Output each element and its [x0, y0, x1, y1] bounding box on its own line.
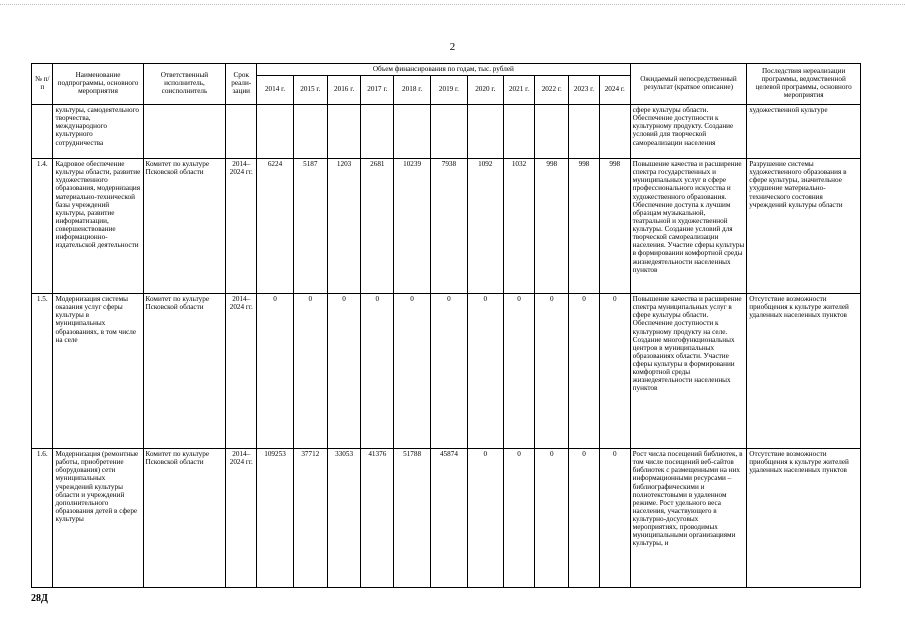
row-executor: Комитет по культуре Псковской области	[143, 294, 226, 449]
row-value-2017: 2681	[361, 159, 394, 294]
row-executor: Комитет по культуре Псковской области	[143, 159, 226, 294]
row-value-2022: 0	[535, 294, 569, 449]
row-result: Рост числа посещений библиотек, в том числе посещений веб-сайтов библиотек с размещенными на них информационными ресурсами – библиографическими и полнотекстовыми в удаленном режиме. Рост удельного веса населения, участвующего в культурно-досуговых мероприятиях, проводимых муниципальными организациями культуры, и	[630, 449, 747, 588]
row-name: Кадровое обеспечение культуры области, развитие художественного образования, модернизация материально-технической базы учреждений культуры, развитие информатизации, совершенствование информационно-издательской деятельности	[53, 159, 143, 294]
header-consequences: Последствия нереализации программы, ведомственной целевой программы, основного мероприятия	[747, 64, 861, 105]
row-value-2015: 0	[293, 294, 327, 449]
row-value-2018: 0	[394, 294, 431, 449]
row-value-2021: 0	[503, 449, 535, 588]
row-period: 2014–2024 гг.	[226, 159, 257, 294]
header-num: № п/п	[32, 64, 53, 105]
row-value-2021	[503, 105, 535, 159]
row-executor: Комитет по культуре Псковской области	[143, 449, 226, 588]
row-value-2024: 0	[599, 294, 630, 449]
row-value-2015	[293, 105, 327, 159]
row-value-2019: 7938	[431, 159, 468, 294]
row-value-2017	[361, 105, 394, 159]
row-value-2014	[257, 105, 294, 159]
row-value-2016: 33053	[327, 449, 361, 588]
row-value-2024: 998	[599, 159, 630, 294]
row-value-2023: 998	[569, 159, 600, 294]
row-value-2017: 0	[361, 294, 394, 449]
row-value-2023: 0	[569, 449, 600, 588]
row-value-2015: 5187	[293, 159, 327, 294]
row-result: сфере культуры области. Обеспечение доступности к культурному продукту. Создание условий для творческой самореализации населения	[630, 105, 747, 159]
header-year: 2024 г.	[599, 76, 630, 105]
page-number: 2	[449, 41, 456, 53]
header-name: Наименование подпрограммы, основного мероприятия	[53, 64, 143, 105]
row-consequences: Отсутствие возможности приобщения к культуре жителей удаленных населенных пунктов	[747, 294, 861, 449]
row-value-2014: 0	[257, 294, 294, 449]
row-value-2023	[569, 105, 600, 159]
row-value-2024	[599, 105, 630, 159]
page-code: 28Д	[31, 593, 48, 604]
row-period: 2014–2024 гг.	[226, 294, 257, 449]
header-year: 2019 г.	[431, 76, 468, 105]
header-executor: Ответственный исполнитель, соисполнитель	[143, 64, 226, 105]
row-value-2020: 1092	[467, 159, 503, 294]
row-value-2020: 0	[467, 294, 503, 449]
row-value-2015: 37712	[293, 449, 327, 588]
row-num	[32, 105, 53, 159]
header-funding: Объем финансирования по годам, тыс. рублей	[257, 64, 631, 76]
row-period	[226, 105, 257, 159]
header-year: 2018 г.	[394, 76, 431, 105]
row-num: 1.4.	[32, 159, 53, 294]
row-value-2019: 45874	[431, 449, 468, 588]
row-value-2016: 0	[327, 294, 361, 449]
row-value-2022: 998	[535, 159, 569, 294]
row-name: культуры, самодеятельного творчества, международного культурного сотрудничества	[53, 105, 143, 159]
row-value-2018	[394, 105, 431, 159]
row-consequences: художественной культуре	[747, 105, 861, 159]
row-num: 1.6.	[32, 449, 53, 588]
row-num: 1.5.	[32, 294, 53, 449]
row-value-2016	[327, 105, 361, 159]
row-value-2014: 109253	[257, 449, 294, 588]
row-value-2022	[535, 105, 569, 159]
header-year: 2020 г.	[467, 76, 503, 105]
row-value-2019	[431, 105, 468, 159]
row-value-2018: 10239	[394, 159, 431, 294]
row-period: 2014–2024 гг.	[226, 449, 257, 588]
row-value-2023: 0	[569, 294, 600, 449]
row-value-2021: 0	[503, 294, 535, 449]
row-result: Повышение качества и расширение спектра муниципальных услуг в сфере культуры области. Обеспечение доступности к культурному продукту на селе. Создание многофункциональных центров в муниципальных образованиях области. Участие сферы культуры в формировании комфортной среды жизнедеятельности населенных пунктов	[630, 294, 747, 449]
table-row	[32, 159, 861, 294]
row-value-2020	[467, 105, 503, 159]
program-activities-table	[31, 63, 861, 588]
header-year: 2022 г.	[535, 76, 569, 105]
header-year: 2023 г.	[569, 76, 600, 105]
row-name: Модернизация (ремонтные работы, приобретение оборудования) сети муниципальных учреждений культуры области и учреждений дополнительного образования детей в сфере культуры	[53, 449, 143, 588]
header-period: Срок реали-зации	[226, 64, 257, 105]
row-consequences: Разрушение системы художественного образования в сфере культуры, значительное ухудшение материально-технического состояния учреждений культуры области	[747, 159, 861, 294]
header-year: 2015 г.	[293, 76, 327, 105]
row-value-2018: 51788	[394, 449, 431, 588]
row-consequences: Отсутствие возможности приобщения к культуре жителей удаленных населенных пунктов	[747, 449, 861, 588]
table-row	[32, 105, 861, 159]
header-year: 2017 г.	[361, 76, 394, 105]
row-value-2014: 6224	[257, 159, 294, 294]
row-executor	[143, 105, 226, 159]
table-row	[32, 449, 861, 588]
row-value-2019: 0	[431, 294, 468, 449]
header-year: 2014 г.	[257, 76, 294, 105]
header-year: 2021 г.	[503, 76, 535, 105]
row-result: Повышение качества и расширение спектра государственных и муниципальных услуг в сфере профессионального искусства и художественного образования. Обеспечение доступа к лучшим образцам музыкальной, театральной и художественной культуры. Создание условий для творческой самореализации населения. Участие сферы культуры в формировании комфортной среды жизнедеятельности населенных пунктов	[630, 159, 747, 294]
row-value-2021: 1032	[503, 159, 535, 294]
row-value-2022: 0	[535, 449, 569, 588]
table-header-row	[32, 64, 861, 76]
header-result: Ожидаемый непосредственный результат (краткое описание)	[630, 64, 747, 105]
row-value-2024: 0	[599, 449, 630, 588]
row-value-2017: 41376	[361, 449, 394, 588]
row-name: Модернизация системы оказания услуг сферы культуры в муниципальных образованиях, в том числе на селе	[53, 294, 143, 449]
row-value-2016: 1203	[327, 159, 361, 294]
scan-edge-line	[0, 4, 905, 5]
header-year: 2016 г.	[327, 76, 361, 105]
table-row	[32, 294, 861, 449]
row-value-2020: 0	[467, 449, 503, 588]
